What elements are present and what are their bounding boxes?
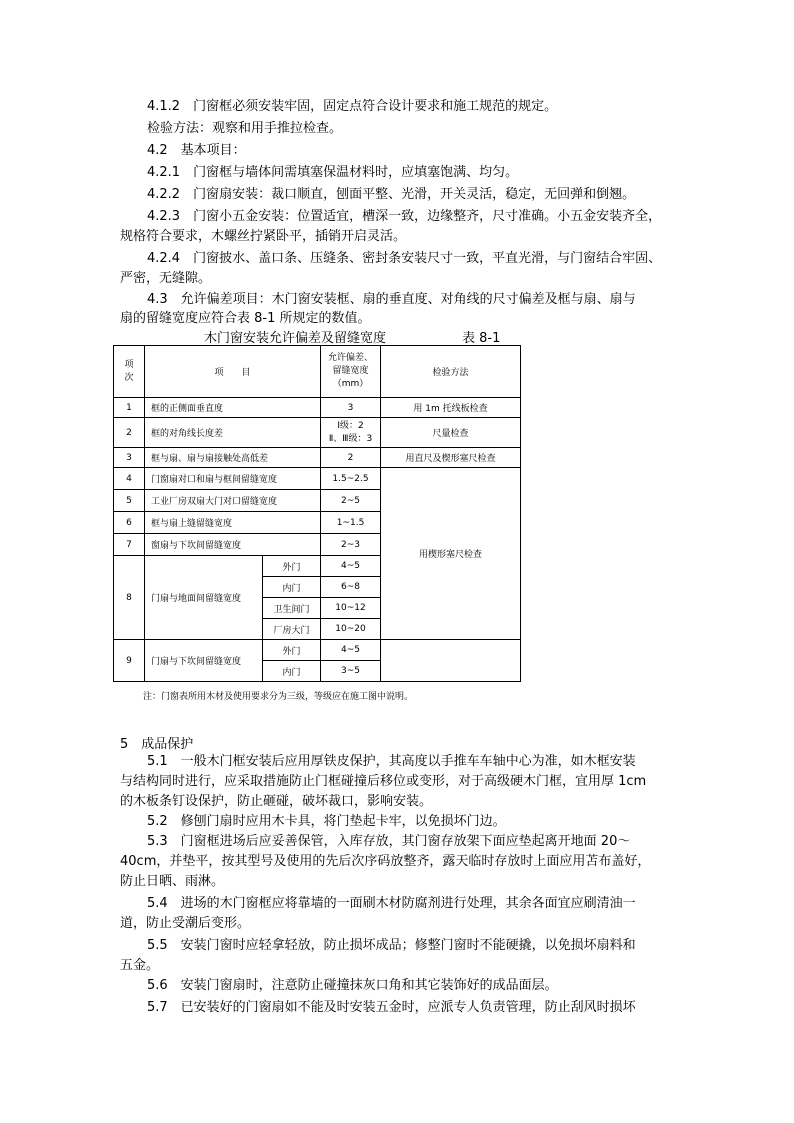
row-subitem: 内门	[263, 577, 321, 598]
row-method: 用直尺及楔形塞尺检查	[381, 448, 521, 468]
row-value-grade1: Ⅰ级：2	[337, 420, 364, 431]
paragraph-4-3-line1: 4.3 允许偏差项目：木门窗安装框、扇的垂直度、对角线的尺寸偏差及框与扇、扇与	[147, 292, 636, 307]
header-allowance-line3: （mm）	[332, 379, 369, 389]
row-subitem: 外门	[263, 556, 321, 577]
table-row	[114, 640, 521, 661]
row-value: 3~5	[321, 661, 381, 682]
header-allowance	[321, 346, 381, 398]
header-allowance-line1: 允许偏差、	[328, 353, 374, 363]
row-method: 尺量检查	[381, 418, 521, 448]
table-note: 注：门窗表所用木材及使用要求分为三级，等级应在施工图中说明。	[143, 692, 414, 702]
table-row	[114, 418, 521, 448]
row-item: 门扇与地面间留缝宽度	[145, 556, 263, 640]
row-method: 用 1m 托线板检查	[381, 398, 521, 418]
table-title: 木门窗安装允许偏差及留缝宽度	[204, 331, 387, 346]
row-number: 4	[114, 468, 145, 490]
paragraph-5-3-line2: 40cm，并垫平，按其型号及使用的先后次序码放整齐，露天临时存放时上面应用苫布盖好，	[120, 854, 651, 869]
row-number: 3	[114, 448, 145, 468]
paragraph-5-5-line2: 五金。	[120, 958, 160, 973]
row-number: 8	[114, 556, 145, 640]
paragraph-5-4-line2: 道，防止受潮后变形。	[120, 916, 251, 931]
header-item: 项 目	[145, 346, 321, 398]
row-item: 窗扇与下坎间留缝宽度	[145, 534, 321, 556]
row-value: 4~5	[321, 640, 381, 661]
paragraph-5-3-line3: 防止日晒、雨淋。	[120, 874, 225, 889]
paragraph-4-2-3-line2: 规格符合要求，木螺丝拧紧卧平，插销开启灵活。	[120, 229, 407, 244]
header-index	[114, 346, 145, 398]
paragraph-4-2-4-line2: 严密，无缝隙。	[120, 271, 212, 286]
row-subitem: 卫生间门	[263, 598, 321, 619]
paragraph-5-5-line1: 5.5 安装门窗时应轻拿轻放，防止损坏成品；修整门窗时不能硬撬，以免损坏扇料和	[147, 938, 636, 953]
row-number: 5	[114, 490, 145, 512]
paragraph-4-1-2: 4.1.2 门窗框必须安装牢固，固定点符合设计要求和施工规范的规定。	[147, 99, 558, 114]
row-number: 9	[114, 640, 145, 682]
table-row	[114, 468, 521, 490]
row-number: 2	[114, 418, 145, 448]
paragraph-5-7: 5.7 已安装好的门窗扇如不能及时安装五金时，应派专人负责管理，防止刮风时损坏	[147, 1000, 636, 1015]
table-caption	[120, 327, 520, 345]
row-value: 1.5~2.5	[321, 468, 381, 490]
row-item: 框与扇上缝留缝宽度	[145, 512, 321, 534]
row-number: 7	[114, 534, 145, 556]
row-method-empty	[381, 640, 521, 682]
paragraph-5-1-line3: 的木板条钉设保护，防止砸碰，破坏裁口，影响安装。	[120, 794, 433, 809]
header-index-line2: 次	[124, 372, 134, 383]
header-method: 检验方法	[381, 346, 521, 398]
row-number: 6	[114, 512, 145, 534]
paragraph-5-6: 5.6 安装门窗扇时，注意防止碰撞抹灰口角和其它装饰好的成品面层。	[147, 978, 558, 993]
paragraph-4-2-3-line1: 4.2.3 门窗小五金安装：位置适宜，槽深一致，边缘整齐，尺寸准确。小五金安装齐全，	[147, 209, 662, 224]
row-number: 1	[114, 398, 145, 418]
paragraph-4-2-2: 4.2.2 门窗扇安装：裁口顺直，刨面平整、光滑，开关灵活，稳定，无回弹和倒翘。	[147, 187, 636, 202]
row-value: 6~8	[321, 577, 381, 598]
paragraph-4-2-4-line1: 4.2.4 门窗披水、盖口条、压缝条、密封条安装尺寸一致，平直光滑，与门窗结合牢固、	[147, 251, 662, 266]
row-item: 框的正侧面垂直度	[145, 398, 321, 418]
paragraph-5-2: 5.2 修刨门扇时应用木卡具，将门垫起卡牢，以免损坏门边。	[147, 814, 506, 829]
row-value: 2~5	[321, 490, 381, 512]
table-number: 表 8-1	[462, 331, 501, 346]
row-item: 门窗扇对口和扇与框间留缝宽度	[145, 468, 321, 490]
row-subitem: 外门	[263, 640, 321, 661]
row-value: 4~5	[321, 556, 381, 577]
header-allowance-line2: 留缝宽度	[332, 366, 369, 376]
row-value-grade23: Ⅱ、Ⅲ级：3	[328, 433, 373, 444]
row-value: 10~12	[321, 598, 381, 619]
paragraph-5-3-line1: 5.3 门窗框进场后应妥善保管，入库存放，其门窗存放架下面应垫起离开地面 20～	[147, 834, 631, 849]
paragraph-4-3-line2: 扇的留缝宽度应符合表 8-1 所规定的数值。	[120, 311, 371, 326]
merged-method-cell: 用楔形塞尺检查	[381, 468, 521, 640]
paragraph-5-1-line2: 与结构同时进行，应采取措施防止门框碰撞后移位或变形，对于高级硬木门框，宜用厚 1cm	[120, 774, 647, 789]
row-item: 框的对角线长度差	[145, 418, 321, 448]
row-value: 10~20	[321, 619, 381, 640]
table-header-row	[114, 346, 521, 398]
row-value: 3	[321, 398, 381, 418]
paragraph-4-2-1: 4.2.1 门窗框与墙体间需填塞保温材料时，应填塞饱满、均匀。	[147, 165, 519, 180]
row-item: 框与扇、扇与扇接触处高低差	[145, 448, 321, 468]
row-value: 2	[321, 448, 381, 468]
paragraph-5-1-line1: 5.1 一般木门框安装后应用厚铁皮保护，其高度以手推车车轴中心为准，如木框安装	[147, 754, 636, 769]
heading-4-2: 4.2 基本项目：	[147, 143, 246, 158]
row-item: 工业厂房双扇大门对口留缝宽度	[145, 490, 321, 512]
section-5-heading: 5 成品保护	[120, 737, 194, 752]
row-value: 1~1.5	[321, 512, 381, 534]
table-row	[114, 398, 521, 418]
row-item: 门扇与下坎间留缝宽度	[145, 640, 263, 682]
row-subitem: 厂房大门	[263, 619, 321, 640]
tolerance-table	[113, 345, 521, 682]
row-value: 2~3	[321, 534, 381, 556]
row-value	[321, 418, 381, 448]
row-subitem: 内门	[263, 661, 321, 682]
paragraph-check-method: 检验方法：观察和用手推拉检查。	[147, 121, 343, 136]
paragraph-5-4-line1: 5.4 进场的木门窗框应将靠墙的一面刷木材防腐剂进行处理，其余各面宜应刷清油一	[147, 896, 636, 911]
header-index-line1: 项	[124, 359, 134, 370]
table-row	[114, 448, 521, 468]
